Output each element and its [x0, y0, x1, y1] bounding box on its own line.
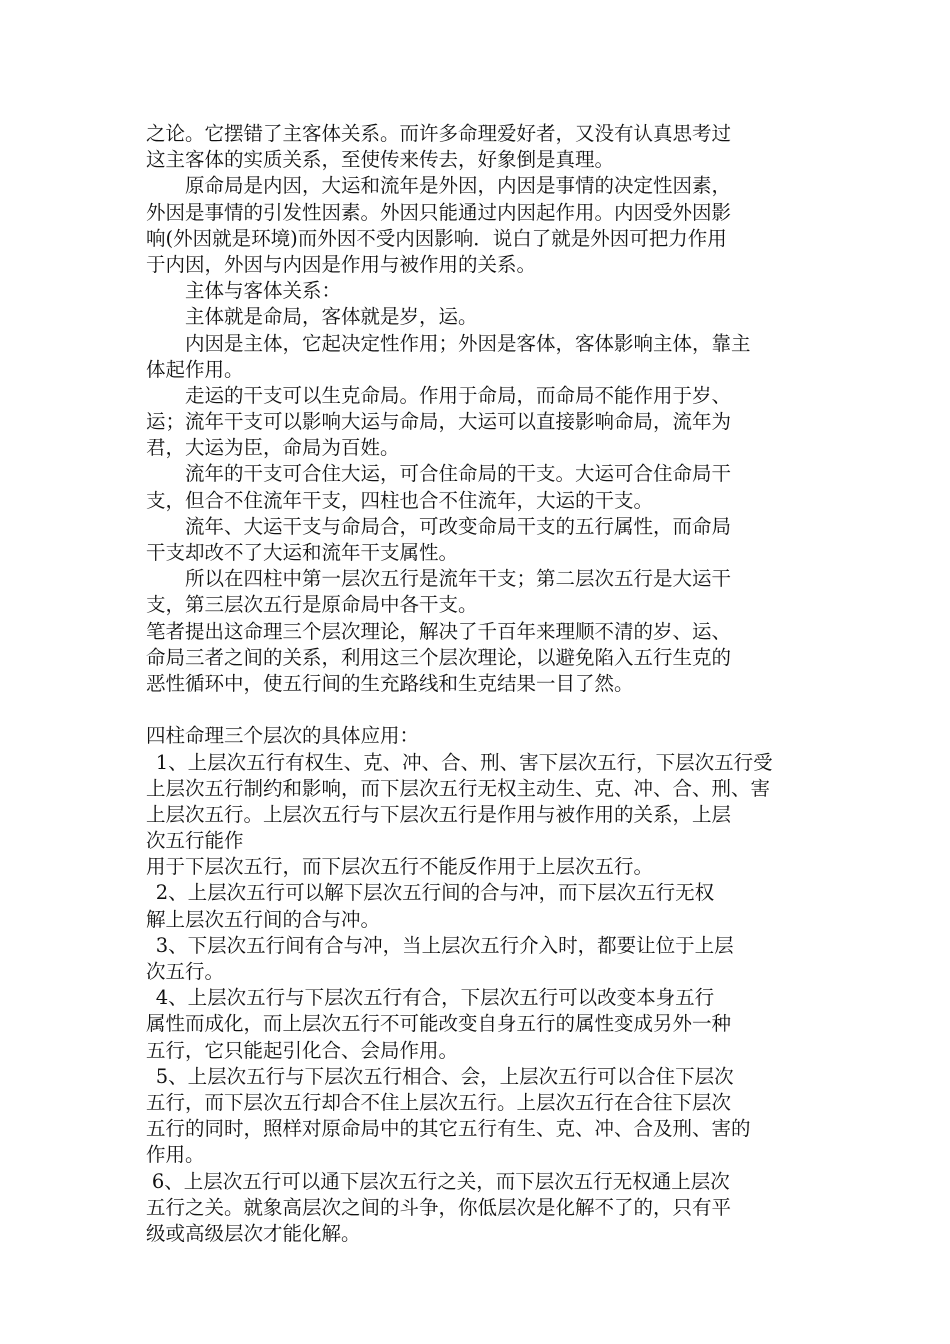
- text-line: 体起作用。: [146, 357, 244, 381]
- text-line: 之论。它摆错了主客体关系。而许多命理爱好者，又没有认真思考过: [146, 122, 732, 145]
- text-line: 6、上层次五行可以通下层次五行之关，而下层次五行无权通上层次: [151, 1169, 730, 1193]
- text-line: 3、下层次五行间有合与冲，当上层次五行介入时，都要让位于上层: [155, 933, 734, 957]
- text-line: 1、上层次五行有权生、克、冲、合、刑、害下层次五行，下层次五行受: [155, 750, 773, 774]
- text-line: 次五行能作: [146, 829, 244, 853]
- text-line: 上层次五行。上层次五行与下层次五行是作用与被作用的关系，上层: [146, 802, 732, 826]
- text-line: 流年的干支可合住大运，可合住命局的干支。大运可合住命局干: [185, 462, 732, 486]
- document-body: [146, 121, 810, 1247]
- text-line: 笔者提出这命理三个层次理论，解决了千百年来理顺不清的岁、运、: [146, 619, 732, 643]
- text-line: 这主客体的实质关系，至使传来传去，好象倒是真理。: [146, 148, 615, 172]
- text-line: 解上层次五行间的合与冲。: [146, 907, 381, 931]
- text-line: 内因是主体，它起决定性作用；外因是客体，客体影响主体，靠主: [185, 331, 751, 355]
- text-line: 支，第三层次五行是原命局中各干支。: [146, 593, 478, 617]
- text-line: 支，但合不住流年干支，四柱也合不住流年，大运的干支。: [146, 488, 654, 512]
- text-line: 命局三者之间的关系，利用这三个层次理论，以避免陷入五行生克的: [146, 645, 732, 669]
- text-line: 4、上层次五行与下层次五行有合，下层次五行可以改变本身五行: [155, 986, 715, 1010]
- text-line: 五行之关。就象高层次之间的斗争，你低层次是化解不了的，只有平: [146, 1195, 732, 1219]
- text-line: 原命局是内因，大运和流年是外因，内因是事情的决定性因素，: [185, 174, 732, 198]
- text-line: 作用。: [146, 1143, 205, 1167]
- text-line: 5、上层次五行与下层次五行相合、会，上层次五行可以合住下层次: [155, 1064, 734, 1088]
- text-line: 次五行。: [146, 960, 225, 983]
- text-line: 君，大运为臣，命局为百姓。: [146, 436, 400, 460]
- text-line: 主体与客体关系：: [185, 279, 342, 303]
- text-line: 外因是事情的引发性因素。外因只能通过内因起作用。内因受外因影: [146, 200, 732, 224]
- text-line: 上层次五行制约和影响，而下层次五行无权主动生、克、冲、合、刑、害: [146, 776, 771, 800]
- text-line: 用于下层次五行，而下层次五行不能反作用于上层次五行。: [146, 855, 654, 879]
- text-line: 四柱命理三个层次的具体应用：: [146, 724, 420, 748]
- text-line: 五行，它只能起引化合、会局作用。: [146, 1038, 459, 1062]
- text-line: 于内因，外因与内因是作用与被作用的关系。: [146, 252, 537, 276]
- text-line: 属性而成化，而上层次五行不可能改变自身五行的属性变成另外一种: [146, 1012, 732, 1036]
- text-line: 运；流年干支可以影响大运与命局，大运可以直接影响命局，流年为: [146, 410, 732, 434]
- text-line: 级或高级层次才能化解。: [146, 1221, 361, 1245]
- text-line: 恶性循环中，使五行间的生充路线和生克结果一目了然。: [146, 671, 634, 695]
- text-line: 干支却改不了大运和流年干支属性。: [146, 541, 459, 564]
- text-line: 五行的同时，照样对原命局中的其它五行有生、克、冲、合及刑、害的: [146, 1117, 751, 1141]
- blank-line: [146, 697, 810, 723]
- text-line: 主体就是命局，客体就是岁，运。: [185, 305, 478, 329]
- text-line: 流年、大运干支与命局合，可改变命局干支的五行属性，而命局: [185, 514, 732, 538]
- text-line: 五行，而下层次五行却合不住上层次五行。上层次五行在合往下层次: [146, 1090, 732, 1114]
- text-line: 走运的干支可以生克命局。作用于命局，而命局不能作用于岁、: [185, 383, 732, 407]
- text-line: 响(外因就是环境)而外因不受内因影响．说白了就是外因可把力作用: [146, 226, 727, 250]
- text-line: 2、上层次五行可以解下层次五行间的合与冲，而下层次五行无权: [155, 881, 715, 905]
- text-line: 所以在四柱中第一层次五行是流年干支；第二层次五行是大运干: [185, 567, 732, 591]
